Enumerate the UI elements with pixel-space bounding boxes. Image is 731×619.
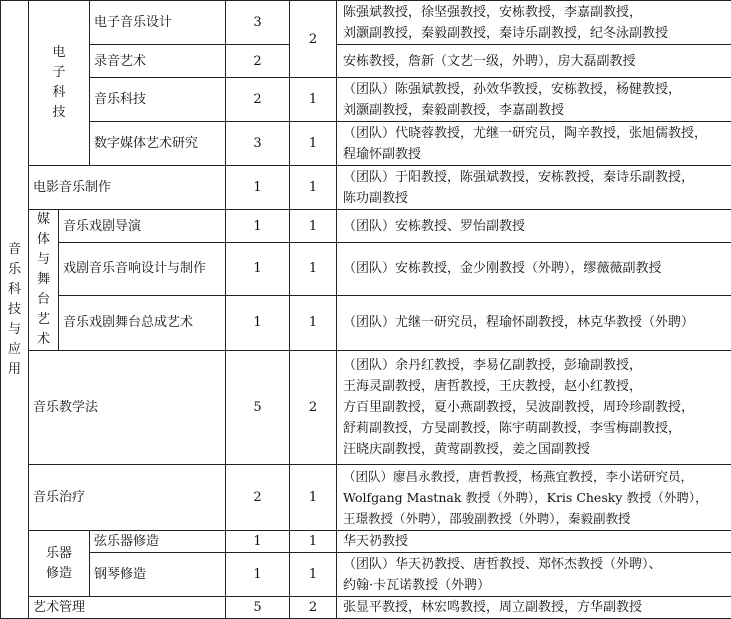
faculty-cell [337, 531, 731, 553]
count2-cell: 2 [290, 351, 337, 465]
group-cell-dianzi [29, 1, 90, 166]
faculty-line: 汪晓庆副教授，黄莺副教授，姜之国副教授 [343, 439, 727, 460]
group-label: 乐器修造 [45, 544, 73, 584]
count-cell: 5 [226, 597, 290, 619]
faculty-cell [337, 465, 731, 531]
count-cell: 5 [226, 351, 290, 465]
faculty-cell [337, 210, 731, 243]
count-cell: 1 [226, 295, 290, 350]
faculty-line: 约翰·卡瓦诺教授（外聘） [343, 575, 727, 596]
table-row [1, 166, 731, 210]
faculty-line: （团队）尤继一研究员，程瑜怀副教授，林克华教授（外聘） [343, 312, 727, 333]
main-category-cell [1, 1, 29, 619]
count-cell: 1 [226, 210, 290, 243]
table-row [1, 1, 731, 45]
faculty-line: （团队）华天礽教授、唐哲教授、郑怀杰教授（外聘）、 [343, 554, 727, 575]
direction-name: 音乐科技 [90, 78, 226, 122]
faculty-line: （团队）余丹红教授，李易亿副教授，彭瑜副教授， [343, 355, 727, 376]
faculty-line: 张显平教授，林宏鸣教授，周立副教授，方华副教授 [343, 597, 727, 618]
direction-name: 钢琴修造 [90, 553, 226, 597]
faculty-cell [337, 597, 731, 619]
count-cell: 2 [226, 45, 290, 78]
faculty-cell [337, 122, 731, 166]
count2-cell: 1 [290, 465, 337, 531]
faculty-cell [337, 45, 731, 78]
group-cell-yueqi [29, 531, 90, 597]
faculty-line: 程瑜怀副教授 [343, 144, 727, 165]
direction-name: 电影音乐制作 [29, 166, 226, 210]
count2-cell: 1 [290, 553, 337, 597]
faculty-line: 刘灏副教授，秦毅副教授，秦诗乐副教授，纪冬泳副教授 [343, 23, 727, 44]
table-row [1, 553, 731, 597]
faculty-line: （团队）代晓蓉教授，尤继一研究员，陶辛教授，张旭儒教授， [343, 123, 727, 144]
faculty-line: 华天礽教授 [343, 531, 727, 552]
faculty-line: 王璟教授（外聘），邵骏副教授（外聘），秦毅副教授 [343, 508, 727, 529]
count2-cell: 1 [290, 166, 337, 210]
table-row [1, 597, 731, 619]
direction-name: 电子音乐设计 [90, 1, 226, 45]
count-cell: 1 [226, 553, 290, 597]
faculty-line: 安栋教授，詹新（文艺一级，外聘），房大磊副教授 [343, 51, 727, 72]
faculty-line: 刘灏副教授，秦毅副教授，李嘉副教授 [343, 100, 727, 121]
count2-cell: 1 [290, 295, 337, 350]
direction-name: 音乐教学法 [29, 351, 226, 465]
table-row [1, 531, 731, 553]
table-row [1, 45, 731, 78]
faculty-line: 陈强斌教授，徐坚强教授，安栋教授，李嘉副教授， [343, 2, 727, 23]
faculty-line: （团队）陈强斌教授，孙效华教授，安栋教授，杨健教授， [343, 79, 727, 100]
count-cell: 2 [226, 78, 290, 122]
table-row [1, 243, 731, 296]
group-label: 电子科技 [52, 43, 66, 123]
count-cell: 1 [226, 531, 290, 553]
count2-cell: 1 [290, 78, 337, 122]
faculty-cell [337, 351, 731, 465]
table-row [1, 465, 731, 531]
count2-cell: 2 [290, 1, 337, 78]
faculty-line: （团队）安栋教授，金少刚教授（外聘），缪薇薇副教授 [343, 258, 727, 279]
faculty-line: （团队）安栋教授、罗怡副教授 [343, 216, 727, 237]
table-row [1, 351, 731, 465]
faculty-cell [337, 243, 731, 296]
direction-name: 音乐治疗 [29, 465, 226, 531]
faculty-line: 王海灵副教授，唐哲教授，王庆教授，赵小红教授， [343, 376, 727, 397]
count2-cell: 1 [290, 122, 337, 166]
direction-name: 音乐戏剧舞台总成艺术 [59, 295, 226, 350]
table-row [1, 295, 731, 350]
count-cell: 1 [226, 243, 290, 296]
faculty-line: 陈功副教授 [343, 188, 727, 209]
faculty-line: Wolfgang Mastnak 教授（外聘），Kris Chesky 教授（外聘）， [343, 487, 727, 508]
faculty-line: （团队）廖昌永教授，唐哲教授，杨燕宜教授，李小诺研究员， [343, 466, 727, 487]
count2-cell: 1 [290, 243, 337, 296]
direction-name: 艺术管理 [29, 597, 226, 619]
count-cell: 3 [226, 122, 290, 166]
direction-name: 音乐戏剧导演 [59, 210, 226, 243]
faculty-line: 方百里副教授，夏小燕副教授，吴波副教授，周玲珍副教授， [343, 397, 727, 418]
count-cell: 2 [226, 465, 290, 531]
group-label: 媒体与舞台艺术 [37, 210, 51, 350]
direction-name: 数字媒体艺术研究 [90, 122, 226, 166]
faculty-cell [337, 295, 731, 350]
faculty-line: 舒莉副教授，方旻副教授，陈宇萌副教授，李雪梅副教授， [343, 418, 727, 439]
faculty-line: （团队）于阳教授，陈强斌教授，安栋教授，秦诗乐副教授， [343, 167, 727, 188]
direction-name: 戏剧音乐音响设计与制作 [59, 243, 226, 296]
count-cell: 3 [226, 1, 290, 45]
table-row [1, 210, 731, 243]
main-category-label: 音乐科技与应用 [8, 240, 22, 380]
group-cell-meiti [29, 210, 59, 351]
count2-cell: 1 [290, 210, 337, 243]
faculty-cell [337, 553, 731, 597]
direction-name: 录音艺术 [90, 45, 226, 78]
direction-name: 弦乐器修造 [90, 531, 226, 553]
faculty-cell [337, 166, 731, 210]
count2-cell: 1 [290, 531, 337, 553]
count2-cell: 2 [290, 597, 337, 619]
faculty-cell [337, 78, 731, 122]
faculty-cell [337, 1, 731, 45]
table-row [1, 122, 731, 166]
table-row [1, 78, 731, 122]
count-cell: 1 [226, 166, 290, 210]
